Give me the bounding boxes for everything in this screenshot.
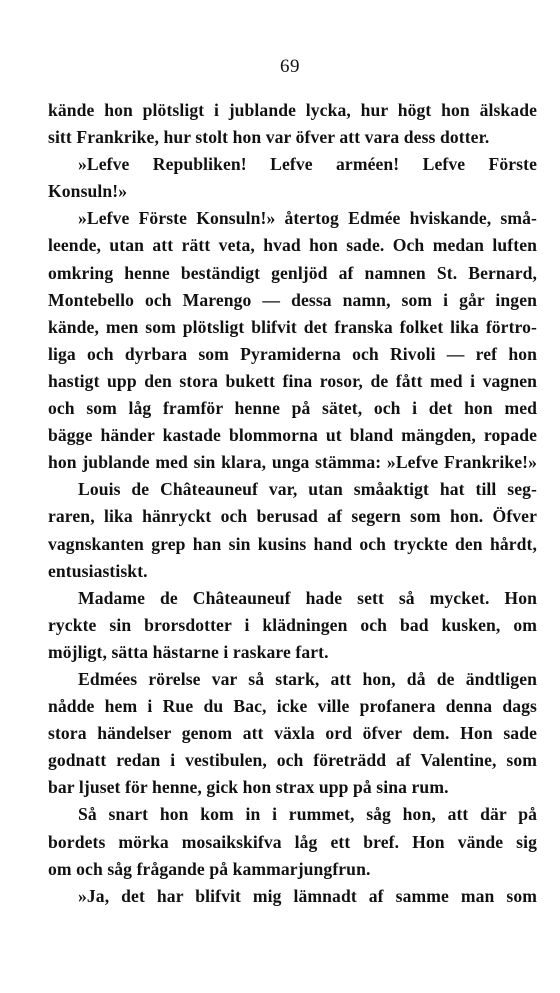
text-line: nådde hem i Rue du Bac, icke ville profanera denna dags xyxy=(48,696,537,717)
text-line: Montebello och Marengo — dessa namn, som i går ingen xyxy=(48,289,537,310)
text-line: Madame de Châteauneuf hade sett så mycket. Hon xyxy=(78,587,537,608)
text-line: raren, lika hänryckt och berusad af segern som hon. Öfver xyxy=(48,506,537,527)
text-line: Så snart hon kom in i rummet, såg hon, att där på xyxy=(78,804,537,825)
text-line: Konsuln!» xyxy=(48,181,128,202)
text-line: omkring henne beständigt genljöd af namnen St. Bernard, xyxy=(48,262,537,283)
text-line: godnatt redan i vestibulen, och företrädd af Valentine, som xyxy=(48,750,537,771)
text-line: bägge händer kastade blommorna ut bland mängden, ropade xyxy=(48,425,537,446)
text-line: sitt Frankrike, hur stolt hon var öfver att vara dess dotter. xyxy=(48,127,490,148)
text-line: möjligt, sätta hästarne i raskare fart. xyxy=(48,641,329,662)
text-line: liga och dyrbara som Pyramiderna och Rivoli — ref hon xyxy=(48,343,537,364)
text-line: »Lefve Förste Konsuln!» återtog Edmée hviskande, små- xyxy=(78,208,537,229)
text-line: entusiastiskt. xyxy=(48,560,148,581)
text-line: »Lefve Republiken! Lefve arméen! Lefve Förste xyxy=(78,154,537,175)
text-line: stora händelser genom att växla ord öfver dem. Hon sade xyxy=(48,723,537,744)
text-line: leende, utan att rätt veta, hvad hon sade. Och medan luften xyxy=(48,235,537,256)
text-line: kände, men som plötsligt blifvit det franska folket lika förtro- xyxy=(48,316,537,337)
text-line: Louis de Châteauneuf var, utan småaktigt hat till seg- xyxy=(78,479,537,500)
text-line: kände hon plötsligt i jublande lycka, hur högt hon älskade xyxy=(48,100,537,120)
text-line: Edmées rörelse var så stark, att hon, då de ändtligen xyxy=(78,668,537,689)
text-line: bar ljuset för henne, gick hon strax upp på sina rum. xyxy=(48,777,449,798)
text-line: hastigt upp den stora bukett fina rosor, de fått med i vagnen xyxy=(48,370,537,391)
text-line: och som låg framför henne på sätet, och i det hon med xyxy=(48,398,537,419)
text-line: vagnskanten grep han sin kusins hand och tryckte den hårdt, xyxy=(48,533,537,554)
text-line: om och såg frågande på kammarjungfrun. xyxy=(48,858,371,879)
text-line: bordets mörka mosaikskifva låg ett bref. Hon vände sig xyxy=(48,831,537,852)
text-line: ryckte sin brorsdotter i klädningen och bad kusken, om xyxy=(48,614,537,635)
text-line: »Ja, det har blifvit mig lämnadt af samme man som xyxy=(78,885,537,906)
text-line: hon jublande med sin klara, unga stämma: »Lefve Frankrike!» xyxy=(48,452,537,473)
body-text xyxy=(48,97,537,910)
page-number: 69 xyxy=(280,56,300,77)
